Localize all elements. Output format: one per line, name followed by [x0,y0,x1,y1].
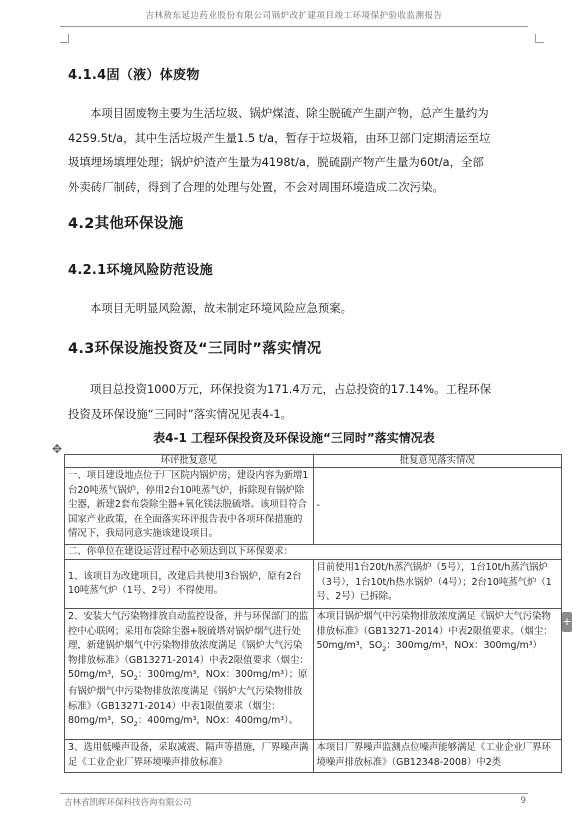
text-line: 项目总投资1000万元，环保投资为171.4万元，占总投资的17.14%。工程环保 [90,382,492,396]
move-handle-icon[interactable]: ✥ [52,442,63,456]
cell-text: ：300mg/m³，NOx：300mg/m³） [386,640,542,651]
table-row [65,560,562,609]
subscript: 2 [382,644,387,653]
paragraph-investment [68,377,528,426]
table-row [65,609,562,740]
cell-text: 本项目锅炉烟气中污染物排放浓度满足《锅炉大气污染物排放标准》（GB13271-2014）中表2限值要求。（烟尘：50mg/m³，SO [316,611,553,651]
crop-mark-top-left [60,34,69,43]
cell-text: ：300mg/m³，NOx：300mg/m³）；原有锅炉烟气中污染物排放浓度满足《锅炉大气污染物排放标准》（GB13271-2014）中表1限值要求（烟尘：80mg/m³，SO [68,669,308,727]
table-row [65,468,562,545]
header-title: 吉林敖东延边药业股份有限公司锅炉改扩建项目竣工环境保护验收监测报告 [145,11,443,21]
heading-4-1-4: 4.1.4固（液）体废物 [68,68,200,83]
heading-4-2-1: 4.2.1环境风险防范设施 [68,263,213,278]
cell-approval: 3、选用低噪声设备，采取减震、隔声等措施，厂界噪声满足《工业企业厂界环境噪声排放标准》 [65,740,314,773]
subscript: 2 [133,720,138,729]
paragraph-solid-waste [68,101,528,199]
text-line: 本项目无明显风险源，故未制定环境风险应急预案。 [90,301,352,315]
text-line: 圾填埋场填埋处理；锅炉炉渣产生量为4198t/a，脱硫副产物产生量为60t/a，全部 [68,155,484,169]
footer-company: 吉林省凯晖环保科技咨询有限公司 [64,798,192,808]
heading-4-2: 4.2其他环保设施 [68,216,184,232]
table-row [65,545,562,560]
cell-section-title: 二、你单位在建设运营过程中必须达到以下环保要求： [65,545,562,560]
add-icon[interactable]: + [562,612,572,632]
table-row [65,740,562,773]
subscript: 2 [133,673,138,682]
cell-implementation: - [313,468,562,545]
col-header-implementation: 批复意见落实情况 [313,455,562,468]
cell-approval: 1、该项目为改建项目，改建后共使用3台锅炉，原有2台10吨蒸气炉（1号、2号）不得使用。 [65,560,314,609]
heading-4-3: 4.3环保设施投资及“三同时”落实情况 [68,341,322,357]
cell-text: 2、安装大气污染物排放自动监控设备，并与环保部门的监控中心联网；采用布袋除尘器+脱硫塔对锅炉烟气进行处理，新建锅炉烟气中污染物排放浓度满足《锅炉大气污染物排放标准》（GB13271-2014）中表2限值要求（烟尘：50mg/m³，SO [68,611,309,680]
table-header-row [65,455,562,468]
cell-implementation [313,609,562,740]
footer-rule [60,793,528,794]
text-line: 投资及环保设施“三同时”落实情况见表4-1。 [68,406,293,421]
page-header [0,0,588,30]
paragraph-risk [68,296,528,321]
cell-implementation: 目前使用1台20t/h蒸汽锅炉（5号），1台10t/h蒸汽锅炉（3号），1台10t/h热水锅炉（4号）；2台10吨蒸气炉（1号、2号）已拆除。 [313,560,562,609]
crop-mark-top-right [535,34,544,43]
environmental-protection-table [64,454,562,773]
text-line: 4259.5t/a，其中生活垃圾产生量1.5 t/a，暂存于垃圾箱，由环卫部门定期清运至垃 [68,130,491,145]
col-header-approval: 环评批复意见 [65,455,314,468]
cell-approval: 一、项目建设地点位于厂区院内锅炉房，建设内容为新增1台20吨蒸气锅炉，停用2台10吨蒸气炉，拆除现有锅炉除尘器，新建2套布袋除尘器+氧化镁法脱硫塔。该项目符合国家产业政策，在全面落实环评报告表中各项环保措施的情况下，我局同意实施该建设项目。 [65,468,314,545]
table-caption: 表4-1 工程环保投资及环保设施“三同时”落实情况表 [153,431,435,445]
cell-implementation: 本项目厂界噪声监测点位噪声能够满足《工业企业厂界环境噪声排放标准》（GB12348-2008）中2类 [313,740,562,773]
page-number: 9 [520,796,526,806]
cell-approval [65,609,314,740]
text-line: 外卖砖厂制砖，得到了合理的处理与处置，不会对周围环境造成二次污染。 [68,179,444,194]
header-rule [60,26,528,27]
cell-text: ：400mg/m³，NOx：400mg/m³）。 [137,715,299,727]
text-line: 本项目固废物主要为生活垃圾、锅炉煤渣、除尘脱硫产生副产物，总产生量约为 [90,106,489,120]
